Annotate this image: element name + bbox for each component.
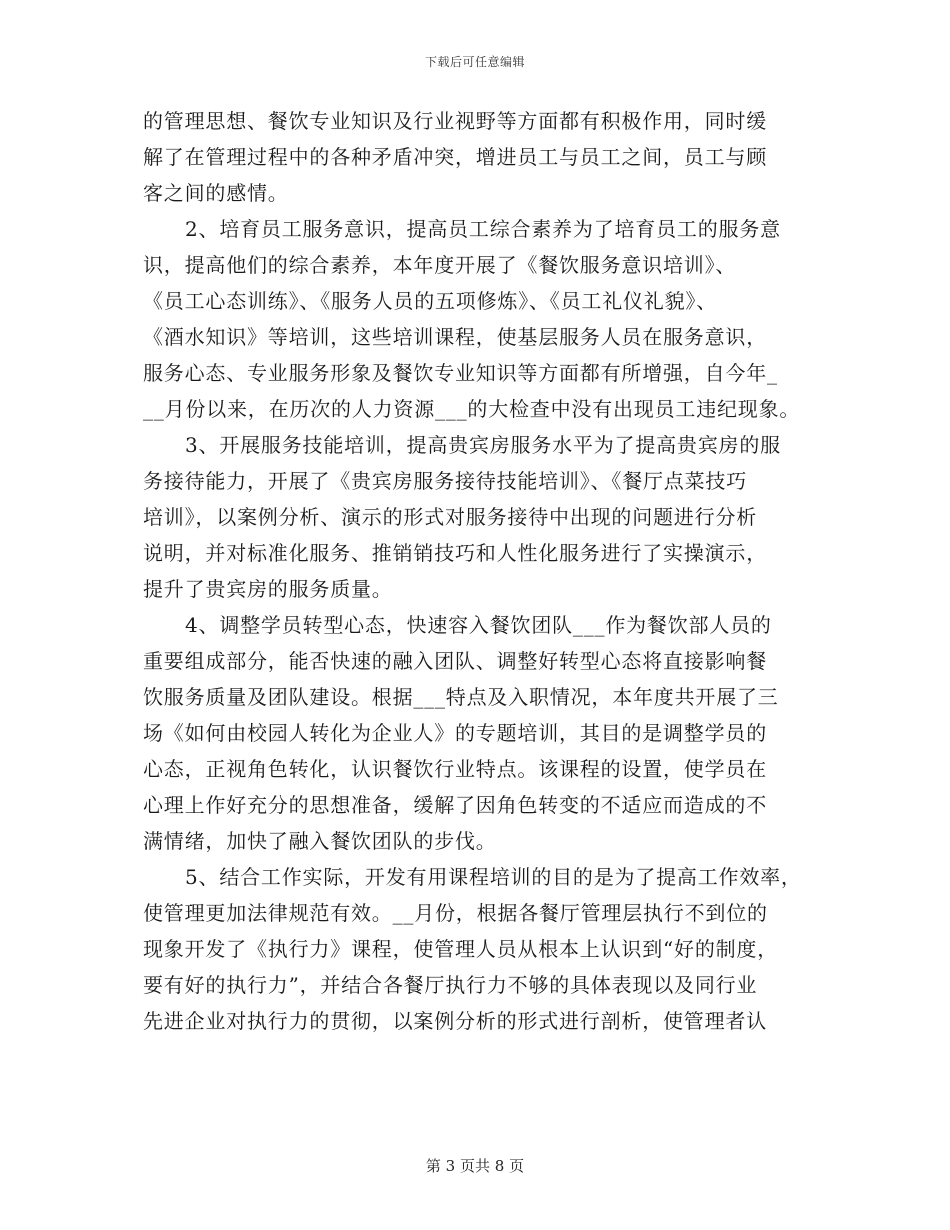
text-line: 4、调整学员转型心态，快速容入餐饮团队___作为餐饮部人员的 — [185, 613, 772, 637]
text-line: 培训》，以案例分析、演示的形式对服务接待中出现的问题进行分析 — [143, 505, 757, 529]
text-line: 重要组成部分，能否快速的融入团队、调整好转型心态将直接影响餐 — [143, 649, 767, 673]
text-line: 识，提高他们的综合素养，本年度开展了《餐饮服务意识培训》、 — [143, 253, 737, 277]
text-line: 解了在管理过程中的各种矛盾冲突，增进员工与员工之间，员工与顾 — [143, 145, 767, 169]
text-line: 提升了贵宾房的服务质量。 — [143, 577, 393, 601]
text-line: 使管理更加法律规范有效。__月份，根据各餐厅管理层执行不到位的 — [143, 901, 768, 925]
page-footer: 第 3 页共 8 页 — [425, 1157, 525, 1175]
text-line: 客之间的感情。 — [143, 181, 289, 205]
text-line: 《酒水知识》等培训，这些培训课程，使基层服务人员在服务意识， — [143, 325, 767, 349]
text-line: 满情绪，加快了融入餐饮团队的步伐。 — [143, 829, 497, 853]
text-line: 先进企业对执行力的贯彻，以案例分析的形式进行剖析，使管理者认 — [143, 1009, 767, 1033]
text-line: 2、培育员工服务意识，提高员工综合素养为了培育员工的服务意 — [185, 217, 781, 241]
text-line: 饮服务质量及团队建设。根据___特点及入职情况，本年度共开展了三 — [143, 685, 779, 709]
text-line: 现象开发了《执行力》课程，使管理人员从根本上认识到“好的制度， — [143, 937, 779, 961]
text-line: 的管理思想、餐饮专业知识及行业视野等方面都有积极作用，同时缓 — [143, 109, 767, 133]
page-header: 下载后可任意编辑 — [424, 55, 525, 69]
text-line: 服务心态、专业服务形象及餐饮专业知识等方面都有所增强，自今年_ — [143, 361, 778, 385]
text-line: 5、结合工作实际，开发有用课程培训的目的是为了提高工作效率， — [185, 865, 802, 889]
text-line: 心态，正视角色转化，认识餐饮行业特点。该课程的设置，使学员在 — [143, 757, 767, 781]
text-line: 心理上作好充分的思想准备，缓解了因角色转变的不适应而造成的不 — [143, 793, 767, 817]
text-line: 场《如何由校园人转化为企业人》的专题培训，其目的是调整学员的 — [143, 721, 767, 745]
text-line: 3、开展服务技能培训，提高贵宾房服务水平为了提高贵宾房的服 — [185, 433, 781, 457]
text-line: 《员工心态训练》、《服务人员的五项修炼》、《员工礼仪礼貌》、 — [143, 289, 717, 313]
text-line: __月份以来，在历次的人力资源___的大检查中没有出现员工违纪现象。 — [143, 397, 801, 421]
text-line: 说明，并对标准化服务、推销销技巧和人性化服务进行了实操演示， — [143, 541, 767, 565]
text-line: 务接待能力，开展了《贵宾房服务接待技能培训》、《餐厅点菜技巧 — [143, 469, 747, 493]
document-body — [143, 103, 815, 1039]
text-line: 要有好的执行力”，并结合各餐厅执行力不够的具体表现以及同行业 — [143, 973, 758, 997]
